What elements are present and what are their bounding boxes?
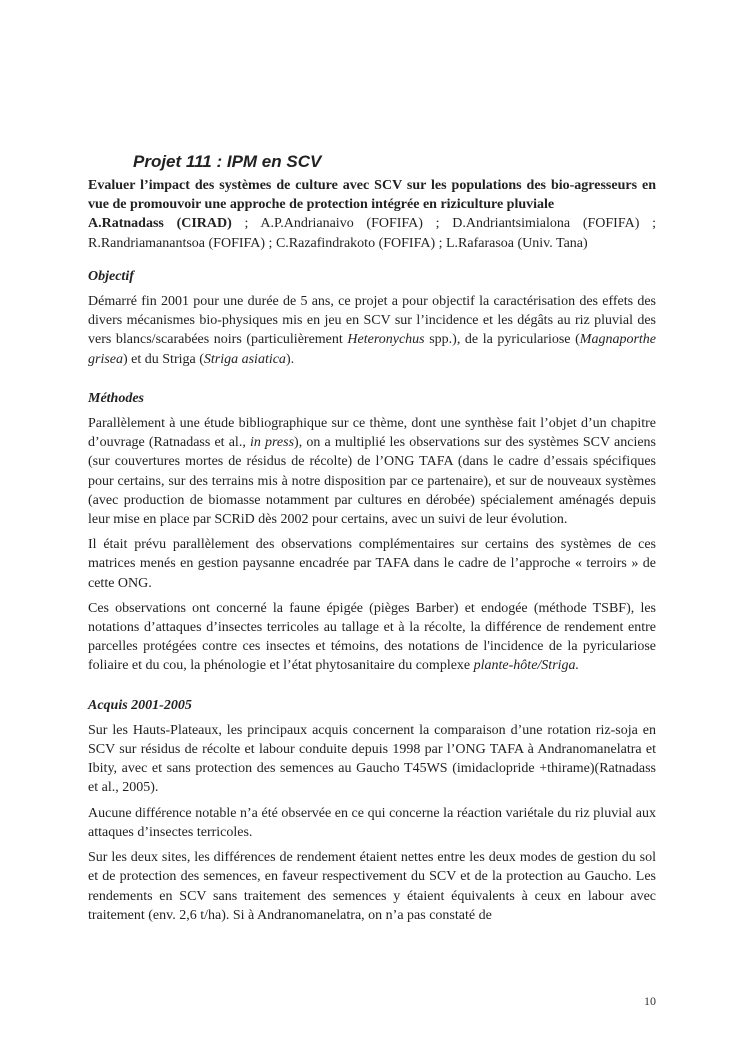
methodes-paragraph-1 [88,414,656,529]
project-subtitle: Evaluer l’impact des systèmes de culture avec SCV sur les populations des bio-agresseurs en vue de promouvoir une approche de protection intégrée en riziculture pluviale [88,178,656,213]
project-title: Projet 111 : IPM en SCV [133,152,322,171]
acquis-paragraph-2: Aucune différence notable n’a été observée en ce qui concerne la réaction variétale du riz pluvial aux attaques d’insectes terricoles. [88,805,656,840]
italic-term: plante-hôte/Striga. [473,658,580,674]
methodes-text: Parallèlement à une étude bibliographique sur ce thème, dont une synthèse fait l’objet d’un chapitre d’ouvrage (Ratnadass et al., [88,416,656,451]
objectif-text: ). [285,351,295,367]
methodes-paragraph-2: Il était prévu parallèlement des observations complémentaires sur certains des systèmes de ces matrices menés en gestion paysanne encadrée par TAFA dans le cadre de l’approche « terroirs » de cette ONG. [88,537,656,591]
methodes-heading: Méthodes [88,390,144,406]
page-number: 10 [644,994,656,1008]
italic-term: in press [249,435,295,451]
acquis-heading: Acquis 2001-2005 [88,697,192,713]
authors-line [88,214,656,252]
acquis-paragraph-1: Sur les Hauts-Plateaux, les principaux acquis concernent la comparaison d’une rotation riz-soja en SCV sur résidus de récolte et labour conduite depuis 1998 par l’ONG TAFA à Andranomanelatra et Ibity, avec et sans protection des semences au Gaucho T45WS (imidaclopride +thirame)(Ratnadass et al., 2005). [88,722,656,796]
species-name: Magnaporthe grisea [88,332,656,367]
objectif-paragraph [88,292,656,369]
objectif-text: spp.), de la pyriculariose ( [424,332,580,348]
methodes-text: ), on a multiplié les observations sur des systèmes SCV anciens (sur couvertures mortes de résidus de récolte) de l’ONG TAFA (dans le cadre d’essais spécifiques pour certains, sur des terrains mis à notre disposition par ce partenaire), et sur de nouveaux systèmes (avec production de biomasse notamment par cultures en dérobée) spécialement aménagés depuis leur mise en place par SCRiD dès 2002 pour certains, avec un suivi de leur évolution. [88,435,657,528]
methodes-text: Ces observations ont concerné la faune épigée (pièges Barber) et endogée (méthode TSBF), les notations d’attaques d’insectes terricoles au tallage et à la récolte, la différence de rendement entre parcelles protégées contre ces insectes et témoins, des notations de l'incidence de la pyriculariose foliaire et du cou, la phénologie et l’état phytosanitaire du complexe [88,600,656,674]
species-name: Heteronychus [347,332,425,348]
objectif-text: ) et du Striga ( [123,351,204,367]
document-body [88,176,656,931]
objectif-text: Démarré fin 2001 pour une durée de 5 ans, ce projet a pour objectif la caractérisation des effets des divers mécanismes bio-physiques mis en jeu en SCV sur l’incidence et les dégâts au riz pluvial des vers blancs/scarabées noirs (particulièrement [88,294,656,348]
acquis-paragraph-3: Sur les deux sites, les différences de rendement étaient nettes entre les deux modes de gestion du sol et de protection des semences, en faveur respectivement du SCV et de la protection au Gaucho. Les rendements en SCV sans traitement des semences y étaient équivalents à ceux en labour avec traitement (env. 2,6 t/ha). Si à Andranomanelatra, on n’a pas constaté de [88,850,656,923]
co-authors: ; A.P.Andrianaivo (FOFIFA) ; D.Andriantsimialona (FOFIFA) ; R.Randriamanantsoa (FOFIFA) ; C.Razafindrakoto (FOFIFA) ; L.Rafarasoa (Univ. Tana) [88,216,656,251]
section-gap [88,682,656,696]
section-gap [88,375,656,389]
lead-author: A.Ratnadass (CIRAD) [88,216,232,232]
methodes-paragraph-3 [88,599,656,676]
objectif-heading: Objectif [88,268,134,284]
species-name: Striga asiatica [203,351,286,367]
